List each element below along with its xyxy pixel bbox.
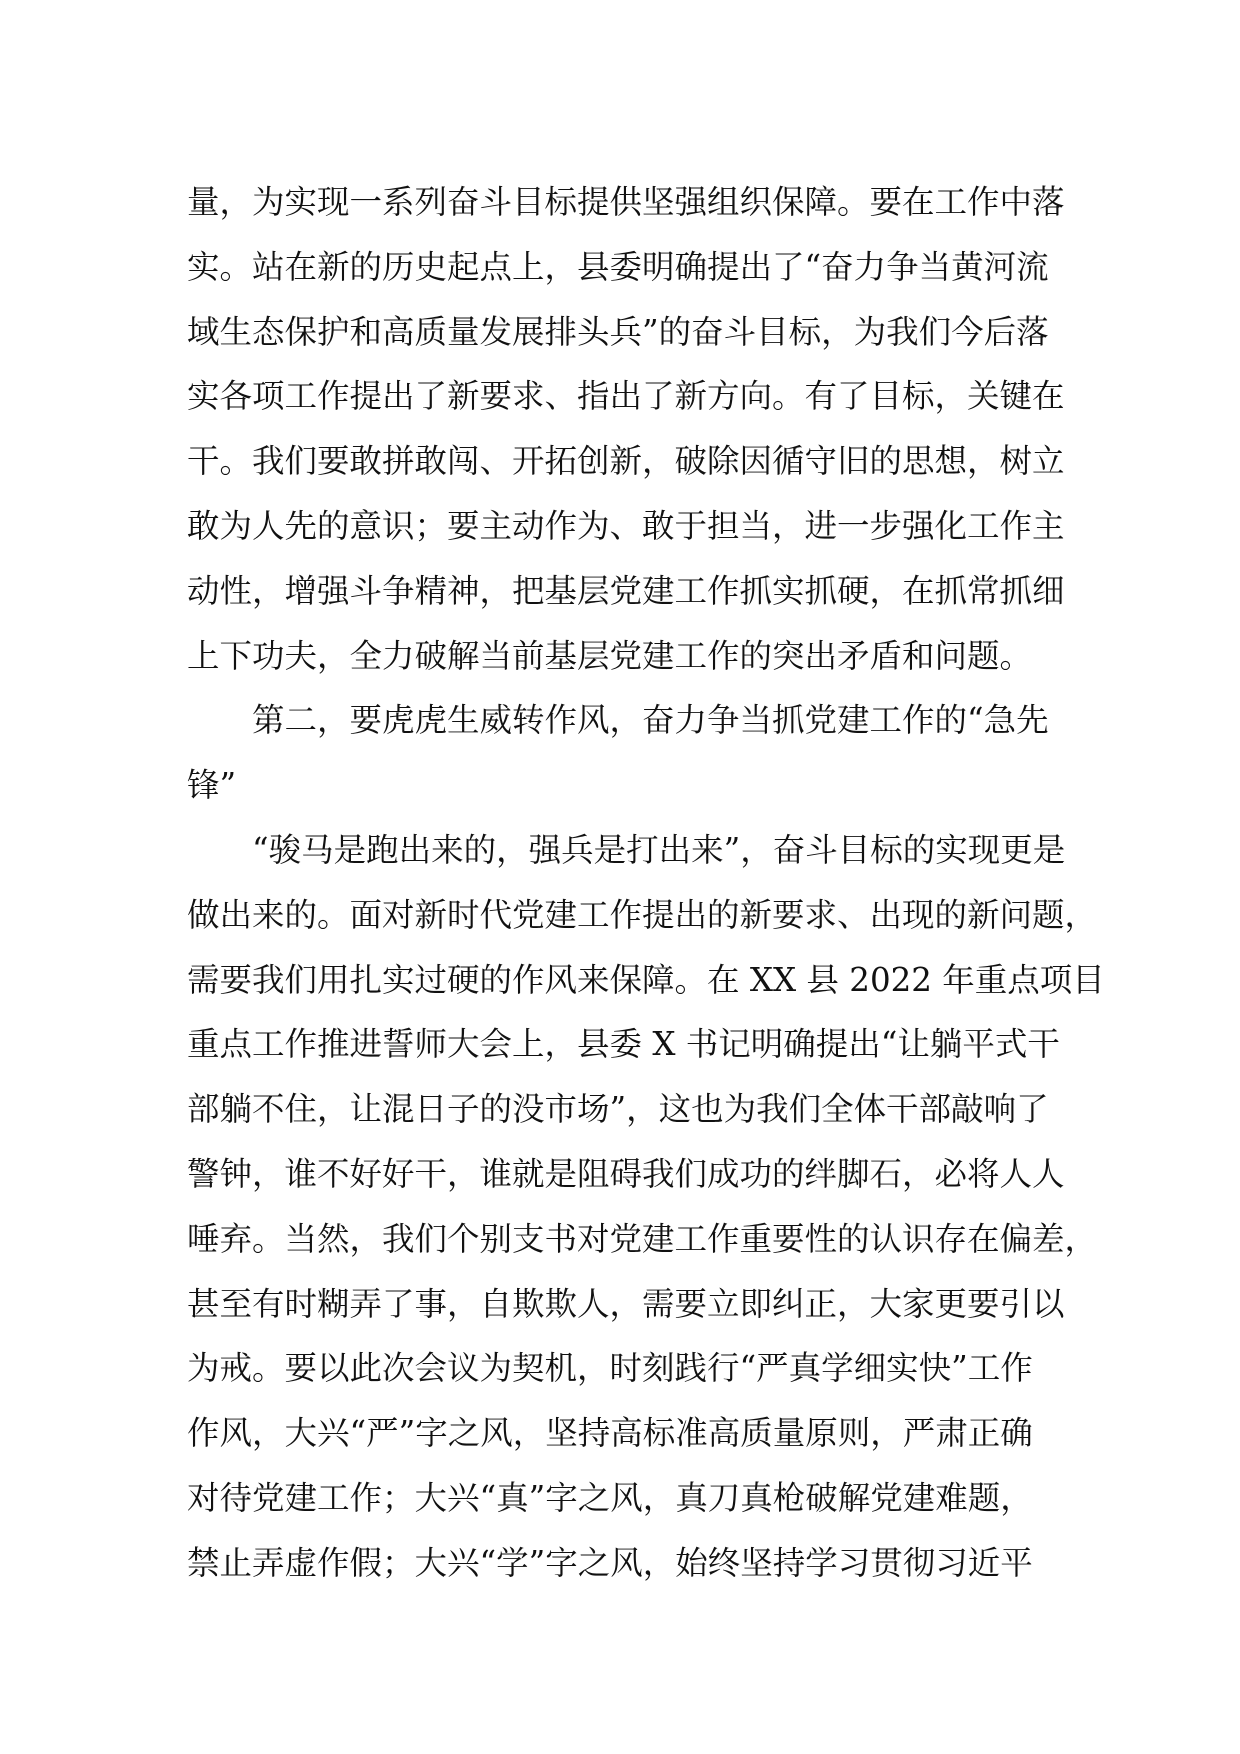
text-line: 作风，大兴“严”字之风，坚持高标准高质量原则，严肃正确 bbox=[187, 1414, 1033, 1453]
text-line: 重点工作推进誓师大会上，县委 X 书记明确提出“让躺平式干 bbox=[187, 1025, 1060, 1064]
text-line: 敢为人先的意识；要主动作为、敢于担当，进一步强化工作主 bbox=[187, 506, 1065, 545]
text-line: 甚至有时糊弄了事，自欺欺人，需要立即纠正，大家更要引以 bbox=[187, 1284, 1065, 1323]
body-text bbox=[187, 170, 1105, 1596]
text-line: 对待党建工作；大兴“真”字之风，真刀真枪破解党建难题， bbox=[187, 1478, 1033, 1517]
text-line: 部躺不住，让混日子的没市场”，这也为我们全体干部敲响了 bbox=[187, 1090, 1049, 1129]
section-heading-line: 第二，要虎虎生威转作风，奋力争当抓党建工作的“急先 bbox=[187, 701, 1049, 740]
text-line: 警钟，谁不好好干，谁就是阻碍我们成功的绊脚石，必将人人 bbox=[187, 1154, 1065, 1193]
text-line: 域生态保护和高质量发展排头兵”的奋斗目标，为我们今后落 bbox=[187, 312, 1049, 351]
text-line: 量，为实现一系列奋斗目标提供坚强组织保障。要在工作中落 bbox=[187, 183, 1065, 221]
text-line: 上下功夫，全力破解当前基层党建工作的突出矛盾和问题。 bbox=[187, 636, 1033, 675]
text-line: 为戒。要以此次会议为契机，时刻践行“严真学细实快”工作 bbox=[187, 1349, 1033, 1388]
section-heading-line: 锋” bbox=[187, 766, 237, 805]
text-line: 实。站在新的历史起点上，县委明确提出了“奋力争当黄河流 bbox=[187, 247, 1049, 286]
text-line: 动性，增强斗争精神，把基层党建工作抓实抓硬，在抓常抓细 bbox=[187, 571, 1065, 610]
text-line: 唾弃。当然，我们个别支书对党建工作重要性的认识存在偏差， bbox=[187, 1219, 1098, 1258]
text-line: 干。我们要敢拼敢闯、开拓创新，破除因循守旧的思想，树立 bbox=[187, 442, 1065, 481]
text-line: “骏马是跑出来的，强兵是打出来”，奋斗目标的实现更是 bbox=[187, 830, 1066, 869]
text-line: 做出来的。面对新时代党建工作提出的新要求、出现的新问题， bbox=[187, 895, 1098, 934]
text-line: 需要我们用扎实过硬的作风来保障。在 XX 县 2022 年重点项目 bbox=[187, 960, 1105, 999]
text-line: 实各项工作提出了新要求、指出了新方向。有了目标，关键在 bbox=[187, 377, 1065, 416]
text-line: 禁止弄虚作假；大兴“学”字之风，始终坚持学习贯彻习近平 bbox=[187, 1543, 1033, 1582]
